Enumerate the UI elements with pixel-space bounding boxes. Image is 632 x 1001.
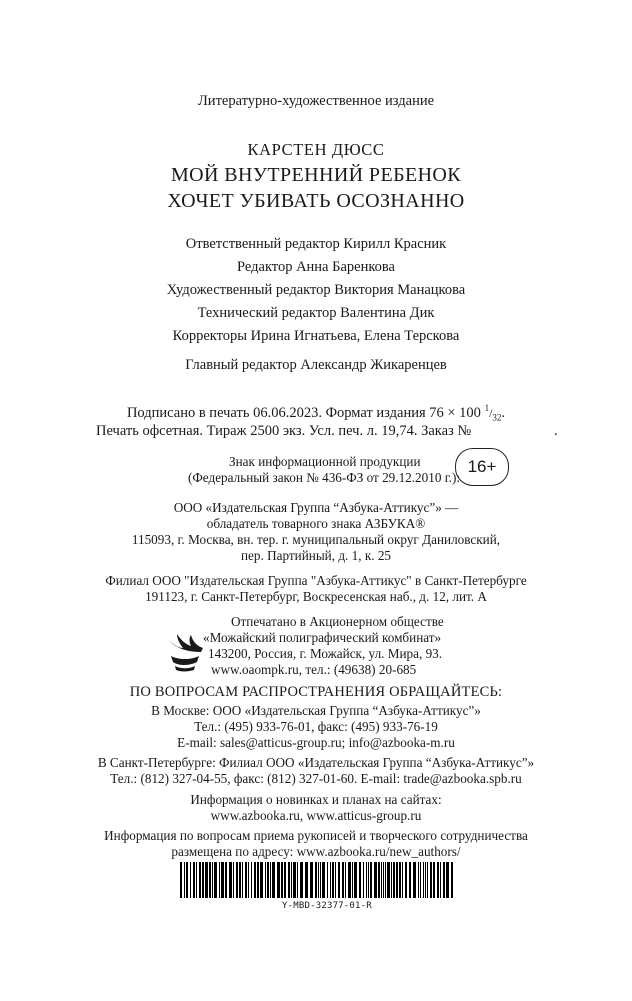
barcode-bar <box>322 862 325 898</box>
barcode-bar <box>332 862 334 898</box>
print-info-line2-end: . <box>554 423 558 439</box>
barcode-bar <box>348 862 351 898</box>
barcode-bar <box>277 862 280 898</box>
age-mark-line2: (Федеральный закон № 436-ФЗ от 29.12.2010 г.): <box>188 470 460 485</box>
responsible-editor: Ответственный редактор Кирилл Красник <box>185 236 447 252</box>
barcode-bar <box>385 862 386 898</box>
spb-distributor: В Санкт-Петербурге: Филиал ООО «Издательская Группа “Азбука-Аттикус”» <box>97 755 535 770</box>
barcode-bar <box>281 862 283 898</box>
barcode-bar <box>427 862 428 898</box>
barcode-bar <box>288 862 290 898</box>
barcode-bar <box>381 862 382 898</box>
print-info-end: . <box>501 404 506 421</box>
printer-contacts: www.oaompk.ru, тел.: (49638) 20-685 <box>211 662 417 677</box>
barcode-bar <box>248 862 249 898</box>
barcode-bar <box>405 862 407 898</box>
age-mark-line1: Знак информационной продукции <box>229 454 421 469</box>
barcode-bar <box>315 862 317 898</box>
barcode-bar <box>219 862 220 898</box>
publisher-address-line2: пер. Партийный, д. 1, к. 25 <box>240 548 392 563</box>
barcode-bar <box>352 862 353 898</box>
barcode-bar <box>199 862 201 898</box>
barcode-bar <box>221 862 224 898</box>
technical-editor: Технический редактор Валентина Дик <box>197 305 435 321</box>
moscow-email: E-mail: sales@atticus-group.ru; info@azbooka-m.ru <box>177 735 455 750</box>
print-info-line1: Подписано в печать 06.06.2023. Формат издания 76 × 100 $^1/_{32}$. <box>126 403 506 423</box>
barcode-bar <box>430 862 432 898</box>
chief-editor: Главный редактор Александр Жикаренцев <box>185 357 447 373</box>
barcode-bar <box>190 862 191 898</box>
barcode-bar <box>399 862 401 898</box>
barcode-bar <box>214 862 217 898</box>
barcode-bar <box>305 862 308 898</box>
barcode-bar <box>267 862 269 898</box>
publisher-line2: обладатель товарного знака АЗБУКА® <box>206 516 426 531</box>
edition-type: Литературно-художественное издание <box>197 93 435 109</box>
barcode-bar <box>425 862 426 898</box>
barcode-bar <box>374 862 377 898</box>
barcode-bar <box>184 862 185 898</box>
barcode-bar <box>257 862 259 898</box>
barcode-bar <box>270 862 271 898</box>
barcode-bar <box>359 862 361 898</box>
proofreaders: Корректоры Ирина Игнатьева, Елена Терскова <box>172 328 460 344</box>
barcode-bar <box>320 862 321 898</box>
barcode-bar <box>354 862 357 898</box>
barcode-bar <box>205 862 208 898</box>
barcode-bar <box>254 862 256 898</box>
moscow-distributor: В Москве: ООО «Издательская Группа “Азбука-Аттикус”» <box>151 703 481 718</box>
barcode-bar <box>209 862 211 898</box>
publisher-line1: ООО «Издательская Группа “Азбука-Аттикус”» — <box>173 500 459 515</box>
barcode-bar <box>396 862 398 898</box>
barcode-bar <box>297 862 298 898</box>
art-editor: Художественный редактор Виктория Манацкова <box>166 282 466 298</box>
author-name: КАРСТЕН ДЮСС <box>247 140 385 159</box>
branch-address: 191123, г. Санкт-Петербург, Воскресенская наб., д. 12, лит. А <box>145 589 487 604</box>
barcode-bar <box>443 862 445 898</box>
fraction-numerator: 1 <box>484 403 490 413</box>
editor: Редактор Анна Баренкова <box>237 259 395 275</box>
barcode-bar <box>370 862 372 898</box>
barcode-bar <box>437 862 439 898</box>
barcode-bar <box>318 862 319 898</box>
book-title-line2: ХОЧЕТ УБИВАТЬ ОСОЗНАННО <box>167 190 465 212</box>
barcode-bar <box>330 862 331 898</box>
age-rating-badge: 16+ <box>455 448 509 486</box>
printer-name: «Можайский полиграфический комбинат» <box>203 630 442 645</box>
barcode-bar <box>265 862 266 898</box>
barcode-bar <box>418 862 419 898</box>
barcode-bar <box>291 862 292 898</box>
barcode-bar <box>260 862 263 898</box>
print-info-line2: Печать офсетная. Тираж 2500 экз. Усл. печ. л. 19,74. Заказ № <box>96 423 472 439</box>
barcode-bar <box>342 862 344 898</box>
barcode-bar <box>229 862 232 898</box>
barcode-bar <box>338 862 340 898</box>
barcode-bar <box>335 862 336 898</box>
barcode-bar <box>391 862 392 898</box>
barcode-bar <box>451 862 453 898</box>
barcode-bar <box>236 862 238 898</box>
barcode-bar <box>378 862 380 898</box>
barcode-bar <box>420 862 421 898</box>
printer-line1: Отпечатано в Акционерном обществе <box>231 614 444 629</box>
barcode-icon <box>180 862 454 898</box>
barcode-bar <box>300 862 303 898</box>
barcode-bar <box>402 862 403 898</box>
barcode-label: Y-MBD-32377-01-R <box>282 901 372 911</box>
book-title-line1: МОЙ ВНУТРЕННИЙ РЕБЕНОК <box>170 164 461 186</box>
barcode-bar <box>440 862 441 898</box>
barcode-bar <box>413 862 416 898</box>
print-info-text: Подписано в печать 06.06.2023. Формат издания 76 × 100 <box>126 404 485 421</box>
barcode-bar <box>383 862 384 898</box>
barcode-bar <box>251 862 252 898</box>
barcode-bar <box>446 862 449 898</box>
publisher-address: 115093, г. Москва, вн. тер. г. муниципальный округ Даниловский, <box>131 532 501 547</box>
printer-address: 143200, Россия, г. Можайск, ул. Мира, 93. <box>208 646 443 661</box>
barcode-bar <box>193 862 195 898</box>
barcode-bar <box>409 862 411 898</box>
fraction-denominator: 32 <box>492 412 502 423</box>
barcode-bar <box>242 862 243 898</box>
barcode-bar <box>366 862 367 898</box>
branch-line1: Филиал ООО "Издательская Группа "Азбука-Аттикус" в Санкт-Петербурге <box>105 573 527 588</box>
distribution-heading: ПО ВОПРОСАМ РАСПРОСТРАНЕНИЯ ОБРАЩАЙТЕСЬ: <box>129 684 503 700</box>
barcode-bar <box>196 862 197 898</box>
barcode-bar <box>387 862 390 898</box>
barcode-bar <box>310 862 313 898</box>
moscow-phones: Тел.: (495) 933-76-01, факс: (495) 933-76-19 <box>194 719 438 734</box>
barcode-bar <box>239 862 241 898</box>
news-sites: www.azbooka.ru, www.atticus-group.ru <box>210 808 422 823</box>
barcode-bar <box>233 862 234 898</box>
barcode-bar <box>225 862 227 898</box>
barcode-bar <box>423 862 424 898</box>
barcode-bar <box>433 862 435 898</box>
news-info: Информация о новинках и планах на сайтах: <box>190 792 442 807</box>
barcode-bar <box>293 862 296 898</box>
spb-contacts: Тел.: (812) 327-04-55, факс: (812) 327-01-60. E-mail: trade@azbooka.spb.ru <box>110 771 522 786</box>
barcode-bar <box>345 862 346 898</box>
barcode-bar <box>368 862 369 898</box>
barcode-bar <box>245 862 247 898</box>
barcode-bar <box>363 862 364 898</box>
barcode-bar <box>186 862 188 898</box>
barcode-bar <box>202 862 204 898</box>
barcode-bar <box>284 862 286 898</box>
barcode-bar <box>212 862 213 898</box>
manuscripts-url: размещена по адресу: www.azbooka.ru/new_authors/ <box>171 844 461 859</box>
printer-logo-icon <box>165 632 205 672</box>
barcode-bar <box>272 862 275 898</box>
barcode-bar <box>393 862 395 898</box>
barcode-bar <box>180 862 182 898</box>
manuscripts-info: Информация по вопросам приема рукописей и творческого сотрудничества <box>104 828 528 843</box>
barcode-bar <box>327 862 328 898</box>
